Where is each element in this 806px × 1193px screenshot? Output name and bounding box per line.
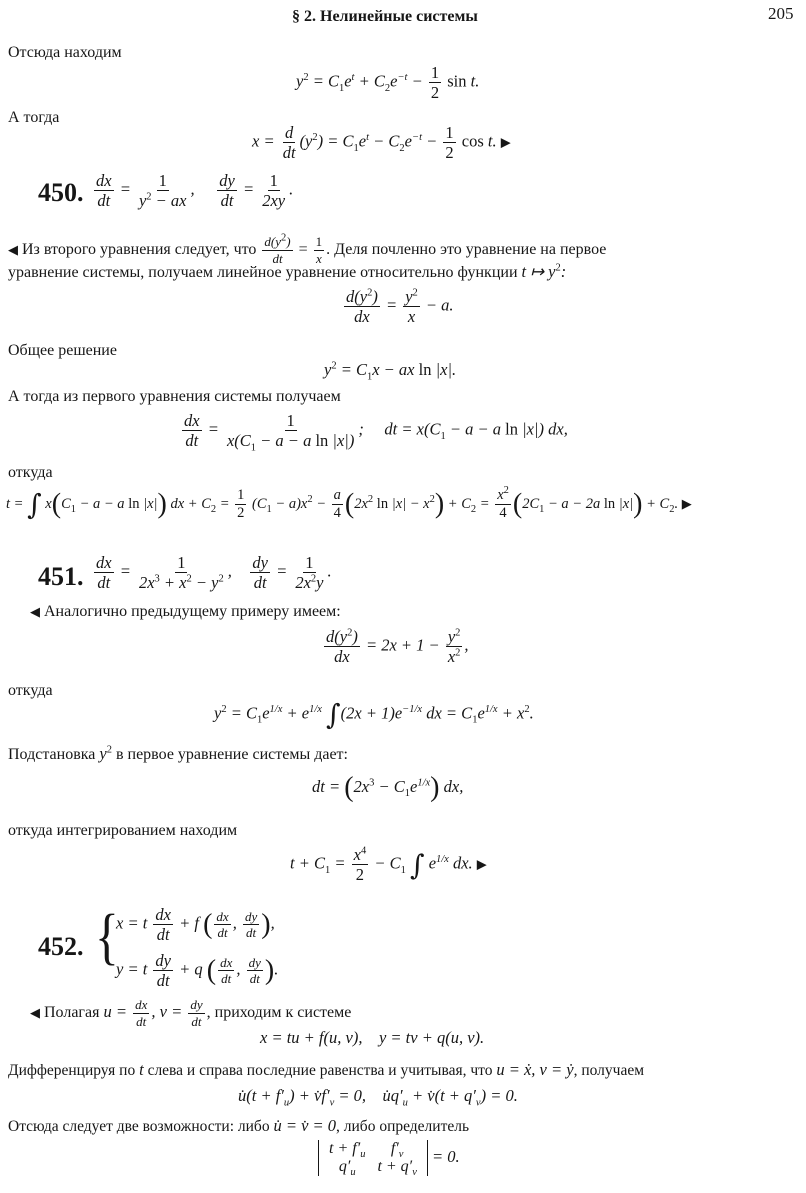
equation: $y^2 = C_1x$ − ax ln |x|. <box>324 360 457 383</box>
equation: u̇(t + $f'_u$) + $v̇f'_v = 0$, $u̇q'_u$ + v̇(t + $q'_v) = 0$. <box>238 1086 518 1109</box>
equation-system-452: y = t $\frac{dy}{dt}$ + q ( $\frac{dx}{dt}$ , $\frac{dy}{dt}$ ). <box>116 951 279 991</box>
equation: $\frac{d(y^2)}{dx}$ = 2x + 1 − $\frac{y^2}{x^2}$ , <box>326 627 469 667</box>
equation: $t + C_1$ = $\frac{x^4}{2}$ − $C_1$ ∫ $e^{1/x}$ dx. ▶ <box>290 845 487 885</box>
paragraph-line: Дифференцируя по t слева и справа последние равенства и учитывая, что u = ẋ, v = ẏ, получаем <box>8 1060 645 1079</box>
end-mark: ▶ <box>500 134 511 150</box>
determinant: $t + f'_u$ $f'_v$ $q'_u$ $t + q'_v$ = 0. <box>318 1140 460 1176</box>
equation: dt = $(2x^3 - C_1e^{1/x})$ dx, <box>312 772 464 803</box>
paragraph-line: уравнение системы, получаем линейное уравнение относительно функции t ↦ $y^2$: <box>8 262 567 281</box>
equation: t = ∫ $x(C_1 - a - a$ ln |x|) dx + $C_2$ = $\frac{1}{2}$ $(C_1 - a)x^2$ − $\frac{a}{4}$ ($2x^2$ $\ln |x| - x^2) + C_2$ = $\frac{x^2}{4}$ ($2C_1 - a - 2a$ $\ln |x|) + C_2$. ▶ <box>6 485 692 522</box>
text-line: откуда интегрированием находим <box>8 822 238 839</box>
equation: $y^2 = C_1e^t + C_2e^{-t}$ − $\frac{1}{2}$ sin t. <box>296 63 480 103</box>
equation: x = tu + f(u, v), y = tv + q(u, v). <box>260 1028 485 1047</box>
start-mark: ◀ <box>8 241 18 257</box>
paragraph-line: ◀ Полагая u = $\frac{dx}{dt}$ , v = $\frac{dy}{dt}$ , приходим к системе <box>30 997 352 1029</box>
equation-system-450: $\frac{dx}{dt}$ = $\frac{1}{y^2 - ax}$ , $\frac{dy}{dt}$ = $\frac{1}{2xy}$ . <box>96 171 294 211</box>
start-mark: ◀ <box>30 1004 40 1020</box>
paragraph-line: Подстановка $y^2$ в первое уравнение системы дает: <box>8 744 348 763</box>
equation-system-451: $\frac{dx}{dt}$ = $\frac{1}{2x^3 + x^2 - y^2}$ , $\frac{dy}{dt}$ = $\frac{1}{2x^2y}$ . <box>96 553 332 593</box>
equation-system-452: x = t $\frac{dx}{dt}$ + f ( $\frac{dx}{dt}$ , $\frac{dy}{dt}$ ), <box>116 905 275 945</box>
brace-icon: { <box>94 903 119 971</box>
text-line: А тогда из первого уравнения системы получаем <box>8 388 341 405</box>
equation: x = $\frac{d}{dt}$ $(y^2) = C_1e^t - C_2e^{-t}$ − $\frac{1}{2}$ cos t. ▶ <box>252 123 511 163</box>
paragraph-line: ◀ Из второго уравнения следует, что $\frac{d(y^2)}{dt}$ = $\frac{1}{x}$ . Деля почленно это уравнение на первое <box>8 232 607 266</box>
paragraph-line: ◀ Аналогично предыдущему примеру имеем: <box>30 603 341 620</box>
section-title: § 2. Нелинейные системы <box>292 8 478 25</box>
text-line: откуда <box>8 682 53 699</box>
problem-number-450: 450. <box>38 178 84 207</box>
end-mark: ▶ <box>681 496 692 512</box>
problem-number-452: 452. <box>38 932 84 961</box>
text-line: Отсюда находим <box>8 44 122 61</box>
text-line: откуда <box>8 464 53 481</box>
end-mark: ▶ <box>476 856 487 872</box>
equation: $\frac{d(y^2)}{dx}$ = $\frac{y^2}{x}$ − a. <box>346 287 454 327</box>
page-number: 205 <box>768 4 794 23</box>
paragraph-line: Отсюда следует две возможности: либо u̇ = v̇ = 0, либо определитель <box>8 1116 470 1135</box>
start-mark: ◀ <box>30 604 40 619</box>
text-line: Общее решение <box>8 342 117 359</box>
equation: $\frac{dx}{dt}$ = $\frac{1}{x(C_1 - a - a \ln |x|)}$ ; dt = $x(C_1 - a - a$ ln |x|) dx, <box>184 411 568 454</box>
equation: $y^2 = C_1e^{1/x} + e^{1/x}$ $\int(2x + 1)e^{-1/x}$ dx = $C_1e^{1/x} + x^2$. <box>214 698 534 731</box>
text-line: А тогда <box>8 109 60 126</box>
problem-number-451: 451. <box>38 562 84 591</box>
